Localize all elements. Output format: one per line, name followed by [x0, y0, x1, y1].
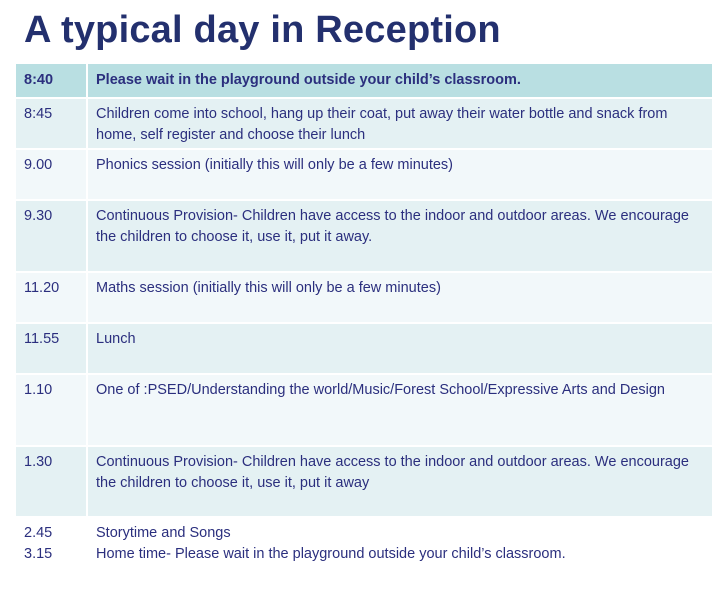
row-activity: Children come into school, hang up their coat, put away their water bottle and snack from home, self register and choose their lunch: [87, 98, 712, 149]
row-time: 1.30: [16, 446, 87, 517]
row-activity: Lunch: [87, 323, 712, 374]
row-time-home: 3.15: [24, 546, 53, 562]
header-activity: Please wait in the playground outside your child’s classroom.: [87, 64, 712, 98]
row-time: 8:45: [16, 98, 87, 149]
row-activity: One of :PSED/Understanding the world/Music/Forest School/Expressive Arts and Design: [87, 374, 712, 446]
row-time: 11.55: [16, 323, 87, 374]
header-time: 8:40: [16, 64, 87, 98]
daily-schedule-table: [16, 64, 712, 568]
schedule-row: [16, 149, 712, 200]
schedule-row: [16, 98, 712, 149]
schedule-row: [16, 374, 712, 446]
activity-home-time: Home time- Please wait in the playground outside your child’s classroom.: [96, 546, 566, 562]
schedule-row: [16, 517, 712, 567]
row-time: 1.10: [16, 374, 87, 446]
row-activity: Phonics session (initially this will only be a few minutes): [87, 149, 712, 200]
row-time: 11.20: [16, 272, 87, 323]
schedule-row: [16, 272, 712, 323]
schedule-row: [16, 446, 712, 517]
schedule-header-row: [16, 64, 712, 98]
row-time-storytime: 2.45: [24, 525, 53, 541]
row-activity: Maths session (initially this will only be a few minutes): [87, 272, 712, 323]
row-activity: Continuous Provision- Children have access to the indoor and outdoor areas. We encourage the children to choose it, use it, put it away.: [87, 200, 712, 272]
page-title: A typical day in Reception: [24, 9, 501, 51]
row-activity: Continuous Provision- Children have access to the indoor and outdoor areas. We encourage the children to choose it, use it, put it away: [87, 446, 712, 517]
activity-storytime: Storytime and Songs: [96, 525, 231, 541]
row-time: [16, 517, 87, 567]
schedule-row: [16, 323, 712, 374]
row-time: 9.30: [16, 200, 87, 272]
row-activity: [87, 517, 712, 567]
row-time: 9.00: [16, 149, 87, 200]
schedule-row: [16, 200, 712, 272]
